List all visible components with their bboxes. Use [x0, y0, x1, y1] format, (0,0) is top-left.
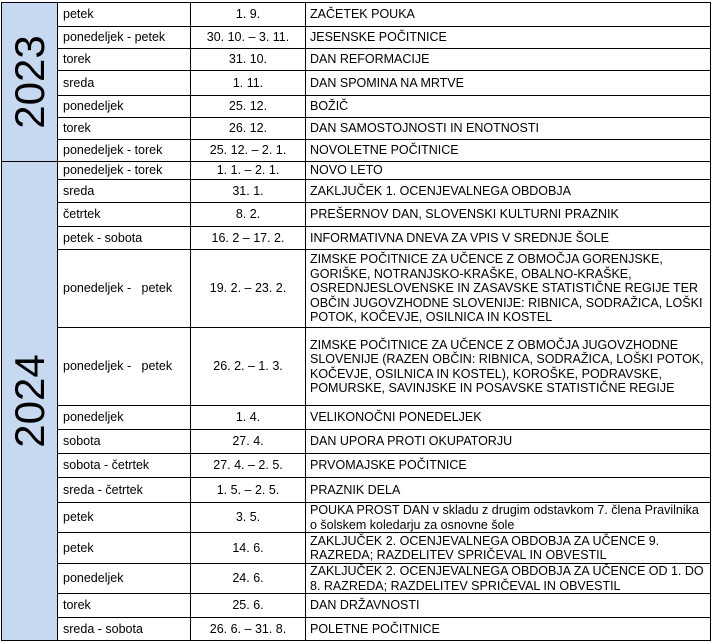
description-cell: JESENSKE POČITNICE: [306, 27, 711, 49]
day-cell: petek: [58, 503, 191, 533]
date-cell: 26. 2. – 1. 3.: [191, 328, 306, 406]
description-cell: ZIMSKE POČITNICE ZA UČENCE Z OBMOČJA GORENJSKE, GORIŠKE, NOTRANJSKO-KRAŠKE, OBALNO-KRAŠKE, OSREDNJESLOVENSKE IN ZASAVSKE STATISTIČNE REGIJE TER OBČIN JUGOVZHODNE SLOVENIJE: RIBNICA, SODRAŽICA, LOŠKI POTOK, KOČEVJE, OSILNICA IN KOSTEL: [306, 250, 711, 328]
description-cell: DAN DRŽAVNOSTI: [306, 594, 711, 618]
description-cell: POLETNE POČITNICE: [306, 618, 711, 641]
calendar-row: [2, 533, 711, 564]
day-cell: torek: [58, 49, 191, 71]
date-cell: 31. 1.: [191, 180, 306, 203]
calendar-row: [2, 478, 711, 503]
day-cell: četrtek: [58, 203, 191, 227]
date-cell: 1. 1. – 2. 1.: [191, 162, 306, 180]
school-calendar-table: [1, 2, 711, 641]
description-cell: DAN UPORA PROTI OKUPATORJU: [306, 430, 711, 454]
day-cell: sobota: [58, 430, 191, 454]
day-cell: sreda: [58, 180, 191, 203]
description-cell: ZAČETEK POUKA: [306, 3, 711, 27]
date-cell: 26. 6. – 31. 8.: [191, 618, 306, 641]
calendar-row: [2, 454, 711, 478]
date-cell: 1. 11.: [191, 71, 306, 96]
calendar-row: [2, 162, 711, 180]
date-cell: 25. 6.: [191, 594, 306, 618]
day-cell: ponedeljek - petek: [58, 250, 191, 328]
description-cell: BOŽIČ: [306, 96, 711, 118]
calendar-row: [2, 250, 711, 328]
calendar-row: [2, 180, 711, 203]
calendar-row: [2, 140, 711, 162]
day-cell: ponedeljek: [58, 406, 191, 430]
date-cell: 1. 4.: [191, 406, 306, 430]
day-cell: ponedeljek - petek: [58, 27, 191, 49]
date-cell: 19. 2. – 23. 2.: [191, 250, 306, 328]
date-cell: 31. 10.: [191, 49, 306, 71]
description-cell: POUKA PROST DAN v skladu z drugim odstavkom 7. člena Pravilnika o šolskem koledarju za osnovne šole: [306, 503, 711, 533]
description-cell: DAN SPOMINA NA MRTVE: [306, 71, 711, 96]
description-cell: ZAKLJUČEK 2. OCENJEVALNEGA OBDOBJA ZA UČENCE OD 1. DO 8. RAZREDA; RAZDELITEV SPRIČEVAL IN OBVESTIL: [306, 564, 711, 594]
day-cell: sreda: [58, 71, 191, 96]
description-cell: ZAKLJUČEK 2. OCENJEVALNEGA OBDOBJA ZA UČENCE 9. RAZREDA; RAZDELITEV SPRIČEVAL IN OBVESTIL: [306, 533, 711, 564]
year-cell: [2, 3, 58, 162]
day-cell: ponedeljek - torek: [58, 162, 191, 180]
date-cell: 14. 6.: [191, 533, 306, 564]
calendar-row: [2, 503, 711, 533]
day-cell: torek: [58, 118, 191, 140]
day-cell: ponedeljek - petek: [58, 328, 191, 406]
day-cell: petek: [58, 3, 191, 27]
date-cell: 8. 2.: [191, 203, 306, 227]
description-cell: ZAKLJUČEK 1. OCENJEVALNEGA OBDOBJA: [306, 180, 711, 203]
calendar-row: [2, 71, 711, 96]
date-cell: 1. 9.: [191, 3, 306, 27]
day-cell: torek: [58, 594, 191, 618]
day-cell: ponedeljek: [58, 564, 191, 594]
date-cell: 27. 4.: [191, 430, 306, 454]
calendar-row: [2, 118, 711, 140]
date-cell: 26. 12.: [191, 118, 306, 140]
day-cell: sreda - četrtek: [58, 478, 191, 503]
day-cell: ponedeljek - torek: [58, 140, 191, 162]
day-cell: sobota - četrtek: [58, 454, 191, 478]
calendar-row: [2, 203, 711, 227]
description-cell: PREŠERNOV DAN, SLOVENSKI KULTURNI PRAZNIK: [306, 203, 711, 227]
date-cell: 24. 6.: [191, 564, 306, 594]
calendar-row: [2, 618, 711, 641]
date-cell: 25. 12. – 2. 1.: [191, 140, 306, 162]
calendar-row: [2, 594, 711, 618]
date-cell: 16. 2 – 17. 2.: [191, 227, 306, 250]
calendar-row: [2, 27, 711, 49]
year-cell: [2, 162, 58, 641]
year-label: 2024: [5, 354, 53, 448]
date-cell: 1. 5. – 2. 5.: [191, 478, 306, 503]
description-cell: INFORMATIVNA DNEVA ZA VPIS V SREDNJE ŠOLE: [306, 227, 711, 250]
description-cell: NOVO LETO: [306, 162, 711, 180]
calendar-row: [2, 406, 711, 430]
date-cell: 3. 5.: [191, 503, 306, 533]
year-label: 2023: [5, 35, 53, 129]
calendar-row: [2, 227, 711, 250]
calendar-row: [2, 49, 711, 71]
description-cell: NOVOLETNE POČITNICE: [306, 140, 711, 162]
description-cell: DAN REFORMACIJE: [306, 49, 711, 71]
calendar-row: [2, 328, 711, 406]
day-cell: petek - sobota: [58, 227, 191, 250]
calendar-row: [2, 564, 711, 594]
date-cell: 27. 4. – 2. 5.: [191, 454, 306, 478]
description-cell: VELIKONOČNI PONEDELJEK: [306, 406, 711, 430]
calendar-row: [2, 430, 711, 454]
description-cell: PRAZNIK DELA: [306, 478, 711, 503]
description-cell: DAN SAMOSTOJNOSTI IN ENOTNOSTI: [306, 118, 711, 140]
day-cell: petek: [58, 533, 191, 564]
description-cell: PRVOMAJSKE POČITNICE: [306, 454, 711, 478]
day-cell: ponedeljek: [58, 96, 191, 118]
calendar-row: [2, 3, 711, 27]
day-cell: sreda - sobota: [58, 618, 191, 641]
date-cell: 30. 10. – 3. 11.: [191, 27, 306, 49]
calendar-row: [2, 96, 711, 118]
date-cell: 25. 12.: [191, 96, 306, 118]
description-cell: ZIMSKE POČITNICE ZA UČENCE Z OBMOČJA JUGOVZHODNE SLOVENIJE (RAZEN OBČIN: RIBNICA, SODRAŽICA, LOŠKI POTOK, KOČEVJE, OSILNICA IN KOSTEL), KOROŠKE, PODRAVSKE, POMURSKE, SAVINJSKE IN POSAVSKE STATISTIČNE REGIJE: [306, 328, 711, 406]
